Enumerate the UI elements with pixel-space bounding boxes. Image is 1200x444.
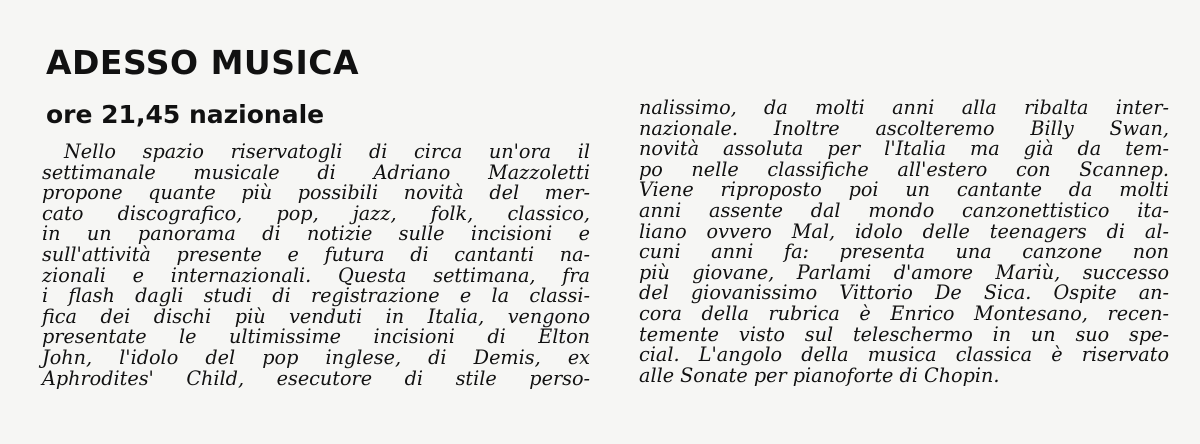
text-line: in un panorama di notizie sulle incisioni e <box>42 222 590 246</box>
text-line: temente visto sul teleschermo in un suo spe- <box>639 322 1169 346</box>
text-line: Viene riproposto poi un cantante da molti <box>639 178 1169 202</box>
article-subtitle: ore 21,45 nazionale <box>46 100 325 129</box>
text-line: settimanale musicale di Adriano Mazzoletti <box>42 160 590 184</box>
text-line: cial. L'angolo della musica classica è riservato <box>639 343 1169 367</box>
text-line: novità assoluta per l'Italia ma già da tem- <box>639 137 1169 161</box>
text-line: nazionale. Inoltre ascolteremo Billy Swan, <box>639 116 1169 140</box>
text-line: presentate le ultimissime incisioni di Elton <box>42 325 590 349</box>
article-title: ADESSO MUSICA <box>46 43 360 82</box>
text-line: fica dei dischi più venduti in Italia, vengono <box>42 304 590 328</box>
text-line: Aphrodites' Child, esecutore di stile perso- <box>42 366 590 390</box>
text-line: Nello spazio riservatogli di circa un'ora il <box>64 140 590 163</box>
text-line: nalissimo, da molti anni alla ribalta inter- <box>639 96 1169 119</box>
article-column-right <box>639 98 1169 386</box>
text-line: cuni anni fa: presenta una canzone non <box>639 240 1169 264</box>
text-line: po nelle classifiche all'estero con Scannep. <box>639 157 1169 181</box>
text-line: cora della rubrica è Enrico Montesano, recen- <box>639 301 1169 325</box>
text-line: liano ovvero Mal, idolo delle teenagers di al- <box>639 219 1169 243</box>
text-line: anni assente dal mondo canzonettistico ita- <box>639 198 1169 222</box>
text-line: del giovanissimo Vittorio De Sica. Ospite an- <box>639 281 1169 305</box>
text-line: più giovane, Parlami d'amore Mariù, successo <box>639 260 1169 284</box>
text-line: zionali e internazionali. Questa settimana, fra <box>42 263 590 287</box>
text-line: i flash dagli studi di registrazione e la classi- <box>42 284 590 308</box>
text-line: propone quante più possibili novità del mer- <box>42 181 590 205</box>
text-line: cato discografico, pop, jazz, folk, classico, <box>42 201 590 225</box>
text-line: John, l'idolo del pop inglese, di Demis, ex <box>42 345 590 369</box>
text-line: sull'attività presente e futura di cantanti na- <box>42 242 590 266</box>
article-column-left <box>42 142 590 389</box>
text-line: alle Sonate per pianoforte di Chopin. <box>639 363 1000 387</box>
